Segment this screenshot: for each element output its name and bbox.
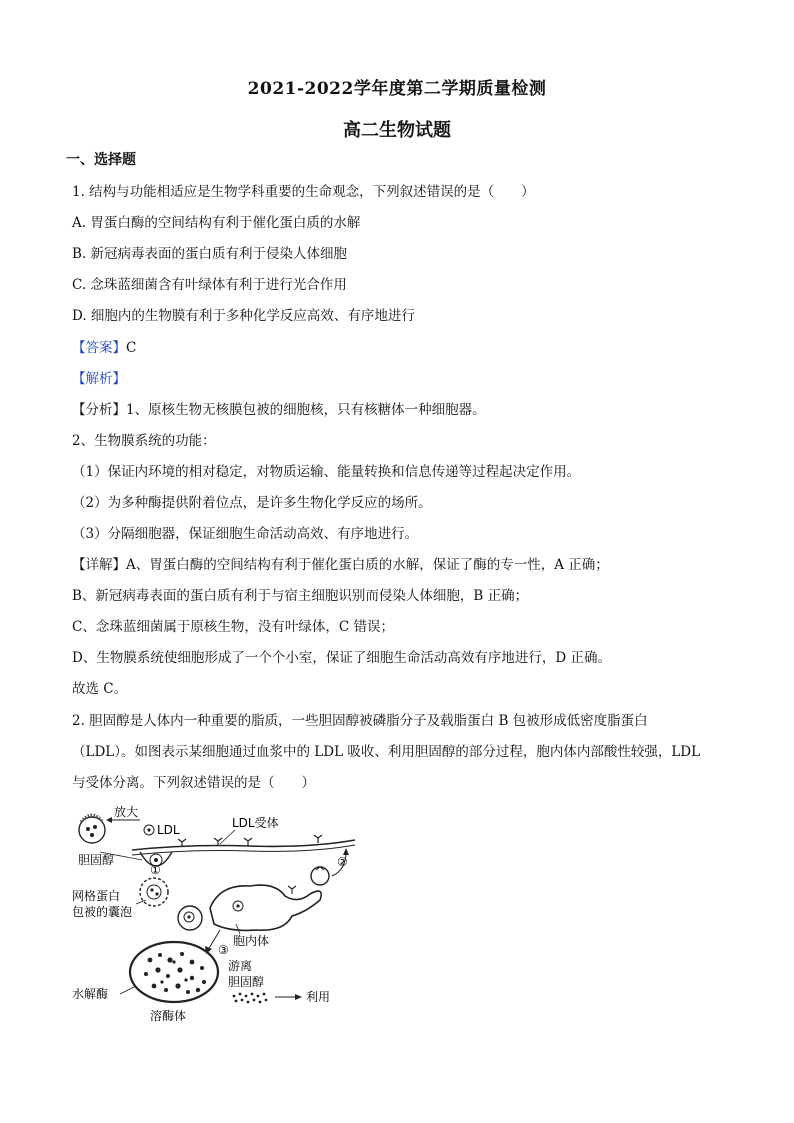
uncoated-dot xyxy=(187,915,190,918)
hydrolase-dots xyxy=(144,952,206,994)
label-hydrolase: 水解酶 xyxy=(72,987,109,1001)
option-c: C. 念珠蓝细菌含有叶绿体有利于进行光合作用 xyxy=(72,277,347,293)
question-1-stem: 1. 结构与功能相适应是生物学科重要的生命观念，下列叙述错误的是（ ） xyxy=(72,184,535,200)
vesicle-dot xyxy=(155,892,158,895)
xiangjie-line-d: D、生物膜系统使细胞形成了一个个小室，保证了细胞生命活动高效有序地进行，D 正确。 xyxy=(72,650,611,666)
use-arrow-head xyxy=(295,994,302,1000)
answer-tag: 【答案】 xyxy=(72,340,126,356)
ldl-coat-arc xyxy=(81,815,103,822)
arrow-head xyxy=(106,817,112,823)
step-2-marker: ② xyxy=(337,855,348,869)
step-3-marker: ③ xyxy=(218,943,229,957)
analysis-tag: 【解析】 xyxy=(72,371,126,387)
label-free-2: 胆固醇 xyxy=(228,975,265,989)
option-b: B. 新冠病毒表面的蛋白质有利于侵染人体细胞 xyxy=(72,246,348,262)
receptor-pointer xyxy=(220,830,235,844)
label-use: 利用 xyxy=(306,990,331,1004)
xiangjie-tag: 【详解】 xyxy=(72,557,126,573)
fenxi-line-4: （2）为多种酶提供附着位点，是许多生物化学反应的场所。 xyxy=(72,495,432,511)
label-vesicle-2: 包被的囊泡 xyxy=(72,905,133,919)
endosome xyxy=(210,885,321,930)
free-cholesterol-dots xyxy=(233,993,268,1004)
ldl-in-pit-core xyxy=(154,858,158,862)
xiangjie-line-c: C、念珠蓝细菌属于原核生物，没有叶绿体，C 错误； xyxy=(72,619,394,635)
xiangjie-text-a: A、胃蛋白酶的空间结构有利于催化蛋白质的水解，保证了酶的专一性，A 正确； xyxy=(126,557,609,573)
question-2-line-1: 2. 胆固醇是人体内一种重要的脂质，一些胆固醇被磷脂分子及载脂蛋白 B 包被形成低密度脂蛋白 xyxy=(72,713,648,729)
conclusion-line: 故选 C。 xyxy=(72,681,128,697)
recycle-arrow-head xyxy=(343,848,349,855)
option-a: A. 胃蛋白酶的空间结构有利于催化蛋白质的水解 xyxy=(72,215,361,231)
document-title: 2021-2022学年度第二学期质量检测 xyxy=(247,79,547,99)
label-vesicle-1: 网格蛋白 xyxy=(72,889,121,903)
clathrin-vesicle xyxy=(140,878,168,906)
label-receptor: LDL受体 xyxy=(232,816,279,830)
label-ldl: LDL xyxy=(157,823,180,837)
fenxi-tag: 【分析】 xyxy=(72,402,126,418)
label-enlarge: 放大 xyxy=(114,805,139,819)
answer-line xyxy=(72,338,722,358)
fenxi-line-5: （3）分隔细胞器，保证细胞生命活动高效、有序地进行。 xyxy=(72,526,419,542)
xiangjie-line-a xyxy=(72,555,722,575)
vesicle-ldl xyxy=(147,885,161,899)
hydrolase-pointer xyxy=(120,986,136,994)
label-cholesterol: 胆固醇 xyxy=(78,853,115,867)
label-free-1: 游离 xyxy=(228,959,253,973)
analysis-heading xyxy=(72,369,722,389)
fenxi-line-3: （1）保证内环境的相对稳定，对物质运输、能量转换和信息传递等过程起决定作用。 xyxy=(72,464,581,480)
vesicle-dot xyxy=(150,888,153,891)
label-lysosome: 溶酶体 xyxy=(150,1009,187,1023)
cholesterol-dot xyxy=(90,833,94,837)
answer-value: C xyxy=(126,340,137,356)
endosome-ldl-core xyxy=(236,904,239,907)
recycling-vesicle xyxy=(311,867,329,885)
question-2-line-2: （LDL）。如图表示某细胞通过血浆中的 LDL 吸收、利用胆固醇的部分过程，胞内体内部酸性较强，LDL xyxy=(72,744,701,760)
endosome-receptor xyxy=(288,886,296,894)
ldl-uptake-diagram xyxy=(70,800,370,1030)
step-1-marker: ① xyxy=(150,863,161,877)
section-heading: 一、选择题 xyxy=(66,152,136,168)
label-endosome: 胞内体 xyxy=(233,934,270,948)
option-d: D. 细胞内的生物膜有利于多种化学反应高效、有序地进行 xyxy=(72,308,415,324)
lysosome xyxy=(130,942,218,1002)
fenxi-line-2: 2、生物膜系统的功能： xyxy=(72,433,216,449)
question-2-line-3: 与受体分离。下列叙述错误的是（ ） xyxy=(72,775,315,791)
fenxi-text-1: 1、原核生物无核膜包被的细胞核，只有核糖体一种细胞器。 xyxy=(126,402,486,418)
cholesterol-dot xyxy=(86,827,90,831)
small-ldl-core xyxy=(147,828,150,831)
endosome-pointer xyxy=(236,924,240,934)
document-subtitle: 高二生物试题 xyxy=(343,120,451,141)
fenxi-line-1 xyxy=(72,400,722,420)
plasma-membrane xyxy=(132,840,355,850)
xiangjie-line-b: B、新冠病毒表面的蛋白质有利于与宿主细胞识别而侵染人体细胞，B 正确； xyxy=(72,588,529,604)
cholesterol-dot xyxy=(93,825,97,829)
